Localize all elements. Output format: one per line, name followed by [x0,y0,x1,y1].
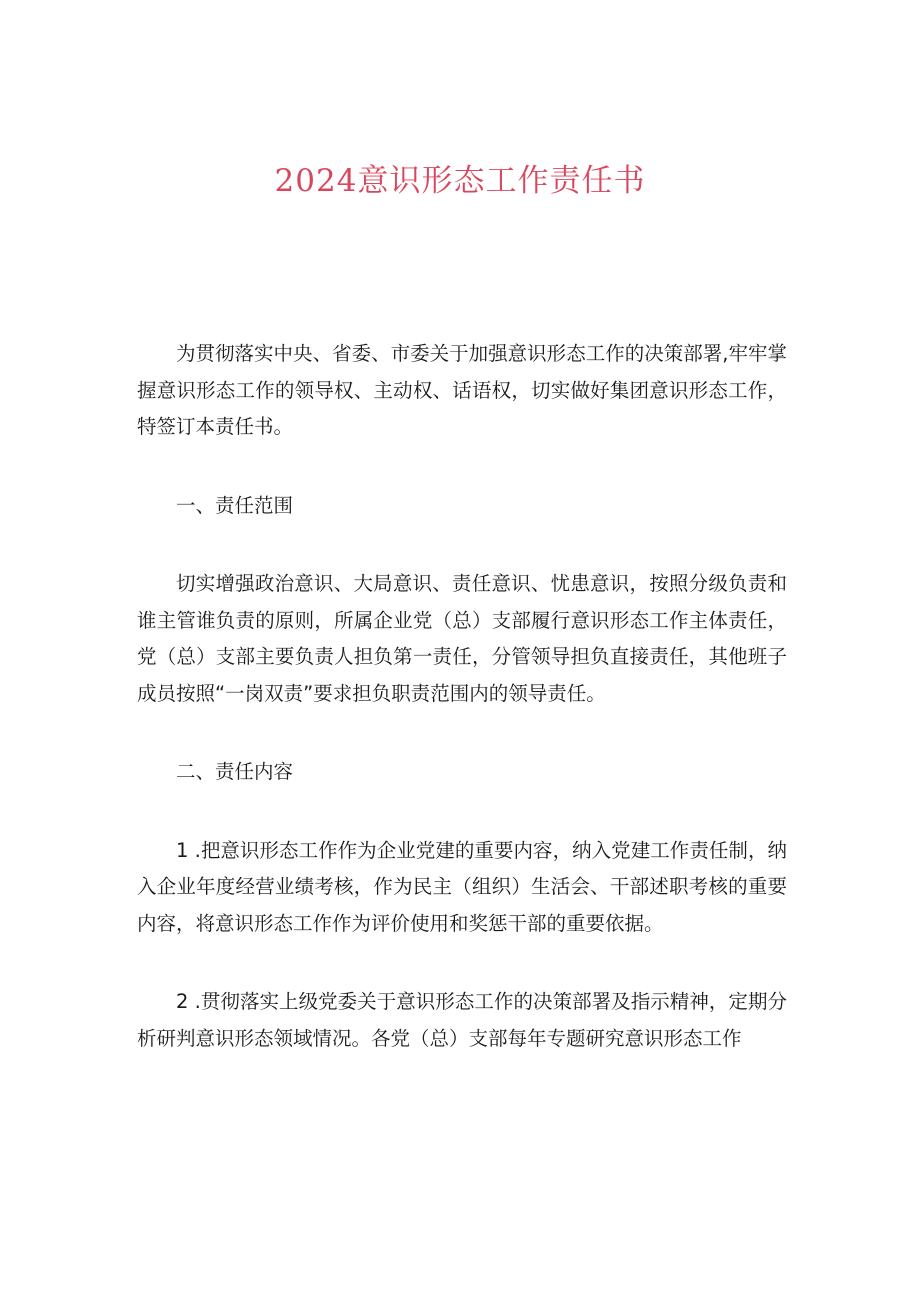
scope-paragraph: 切实增强政治意识、大局意识、责任意识、忧患意识，按照分级负责和谁主管谁负责的原则，所属企业党（总）支部履行意识形态工作主体责任，党（总）支部主要负责人担负第一责任，分管领导担负直接责任，其他班子成员按照“一岗双责”要求担负职责范围内的领导责任。 [137,572,787,705]
document-title: 2024意识形态工作责任书 [274,163,646,199]
section-heading-content: 二、责任内容 [176,760,294,783]
content-item-1: 1 .把意识形态工作作为企业党建的重要内容，纳入党建工作责任制，纳入企业年度经营业绩考核，作为民主（组织）生活会、干部述职考核的重要内容，将意识形态工作作为评价使用和奖惩干部的重要依据。 [137,838,787,935]
section-heading-scope: 一、责任范围 [176,493,294,517]
intro-paragraph: 为贯彻落实中央、省委、市委关于加强意识形态工作的决策部署,牢牢掌握意识形态工作的领导权、主动权、话语权，切实做好集团意识形态工作，特签订本责任书。 [137,342,787,438]
content-item-2: 2 .贯彻落实上级党委关于意识形态工作的决策部署及指示精神，定期分析研判意识形态领域情况。各党（总）支部每年专题研究意识形态工作 [137,990,787,1050]
document-body [137,336,787,1057]
